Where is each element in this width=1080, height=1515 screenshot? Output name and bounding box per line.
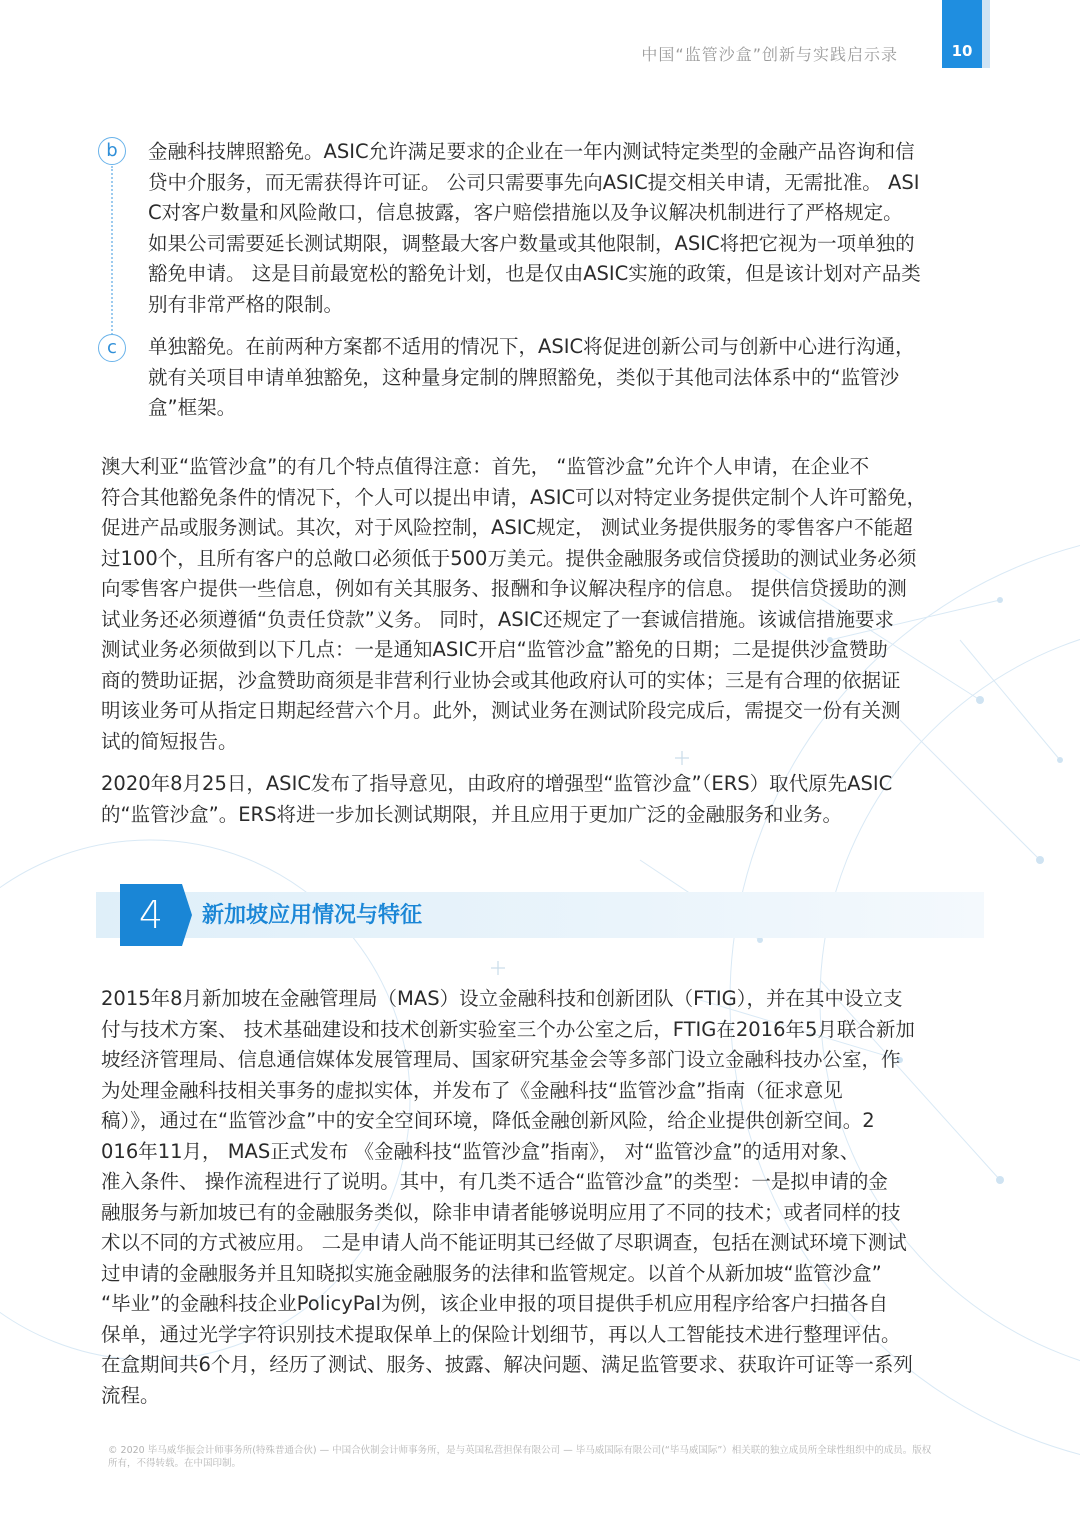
page-number-tab <box>942 0 982 68</box>
text-line: 别有非常严格的限制。 <box>148 292 344 316</box>
text-line: 2015年8月新加坡在金融管理局（MAS）设立金融科技和创新团队（FTIG），并在其中设立支 <box>101 987 903 1010</box>
text-line: 明该业务可从指定日期起经营六个月。此外，测试业务在测试阶段完成后，需提交一份有关测 <box>101 699 901 722</box>
text-line: 符合其他豁免条件的情况下，个人可以提出申请，ASIC可以对特定业务提供定制个人许可豁免， <box>101 485 927 509</box>
text-line: 016年11月， MAS正式发布 《金融科技“监管沙盒”指南》， 对“监管沙盒”的适用对象、 <box>101 1139 860 1163</box>
text-line: 为处理金融科技相关事务的虚拟实体，并发布了《金融科技“监管沙盒”指南（征求意见 <box>101 1078 843 1102</box>
text-line: 就有关项目申请单独豁免，这种量身定制的牌照豁免，类似于其他司法体系中的“监管沙 <box>148 365 900 389</box>
text-line: 试业务还必须遵循“负责任贷款”义务。 同时，ASIC还规定了一套诚信措施。该诚信措施要求 <box>101 607 894 631</box>
text-line: 在盒期间共6个月，经历了测试、服务、披露、解决问题、满足监管要求、获取许可证等一系列 <box>101 1353 913 1376</box>
page-number: 10 <box>951 42 973 60</box>
section-number: 4 <box>120 884 182 946</box>
text-line: 坡经济管理局、信息通信媒体发展管理局、国家研究基金会等多部门设立金融科技办公室，作 <box>101 1048 901 1071</box>
text-line: “毕业”的金融科技企业PolicyPal为例，该企业申报的项目提供手机应用程序给客户扫描各自 <box>101 1292 889 1315</box>
text-line: 流程。 <box>101 1383 160 1407</box>
list-item-c-text <box>148 332 988 424</box>
paragraph-text <box>101 984 985 1411</box>
text-line: 单独豁免。在前两种方案都不适用的情况下，ASIC将促进创新公司与创新中心进行沟通， <box>148 335 915 358</box>
text-line: 融服务与新加坡已有的金融服务类似，除非申请者能够说明应用了不同的技术；或者同样的技 <box>101 1200 901 1224</box>
paragraph-australia-features <box>101 452 985 757</box>
text-line: 稿）》，通过在“监管沙盒”中的安全空间环境，降低金融创新风险，给企业提供创新空间。2 <box>101 1109 875 1132</box>
paragraph-ers <box>101 769 985 830</box>
text-line: 过申请的金融服务并且知晓拟实施金融服务的法律和监管规定。以首个从新加坡“监管沙盒” <box>101 1261 882 1285</box>
list-item-b <box>148 137 988 320</box>
text-line: 术以不同的方式被应用。 二是申请人尚不能证明其已经做了尽职调查，包括在测试环境下测试 <box>101 1231 907 1254</box>
section-title: 新加坡应用情况与特征 <box>202 903 423 928</box>
paragraph-singapore <box>101 984 985 1411</box>
text-line: C对客户数量和风险敞口，信息披露，客户赔偿措施以及争议解决机制进行了严格规定。 <box>148 201 903 224</box>
copyright-footer <box>108 1444 988 1470</box>
text-line: 如果公司需要延长测试期限，调整最大客户数量或其他限制，ASIC将把它视为一项单独的 <box>148 231 915 255</box>
text-line: 过100个，且所有客户的总敞口必须低于500万美元。提供金融服务或信贷援助的测试业务必须 <box>101 546 917 570</box>
text-line: 向零售客户提供一些信息，例如有关其服务、报酬和争议解决程序的信息。 提供信贷援助的测 <box>101 577 907 600</box>
text-line: 测试业务必须做到以下几点：一是通知ASIC开启“监管沙盒”豁免的日期；二是提供沙盒赞助 <box>101 638 888 661</box>
page-tab-shadow <box>982 0 990 68</box>
text-line: 2020年8月25日，ASIC发布了指导意见，由政府的增强型“监管沙盒”（ERS）取代原先ASIC <box>101 772 893 795</box>
text-line: 准入条件、 操作流程进行了说明。其中，有几类不适合“监管沙盒”的类型：一是拟申请的金 <box>101 1170 888 1193</box>
text-line: 促进产品或服务测试。其次，对于风险控制，ASIC规定， 测试业务提供服务的零售客户不能超 <box>101 516 913 539</box>
list-connector-line <box>111 166 113 338</box>
text-line: 贷中介服务，而无需获得许可证。 公司只需要事先向ASIC提交相关申请，无需批准。 ASI <box>148 170 920 194</box>
section-number-notch <box>182 884 192 946</box>
list-item-c <box>148 332 988 424</box>
paragraph-text <box>101 452 985 757</box>
footer-line: 所有，不得转载。在中国印制。 <box>108 1458 242 1469</box>
paragraph-text <box>101 769 985 830</box>
list-badge-b: b <box>98 137 126 165</box>
text-line: 试的简短报告。 <box>101 729 238 753</box>
footer-line: © 2020 毕马威华振会计师事务所(特殊普通合伙) — 中国合伙制会计师事务所，是与英国私营担保有限公司 — 毕马威国际有限公司(“毕马威国际”）相关联的独立成员所全球性组织中的成员。版权 <box>108 1445 932 1456</box>
list-badge-c: c <box>98 334 126 362</box>
text-line: 付与技术方案、 技术基础建设和技术创新实验室三个办公室之后，FTIG在2016年5月联合新加 <box>101 1017 915 1041</box>
text-line: 保单，通过光学字符识别技术提取保单上的保险计划细节，再以人工智能技术进行整理评估。 <box>101 1322 901 1346</box>
header-title: 中国“监管沙盒”创新与实践启示录 <box>641 45 898 64</box>
text-line: 商的赞助证据，沙盒赞助商须是非营利行业协会或其他政府认可的实体；三是有合理的依据证 <box>101 668 901 692</box>
list-item-b-text <box>148 137 988 320</box>
text-line: 金融科技牌照豁免。ASIC允许满足要求的企业在一年内测试特定类型的金融产品咨询和信 <box>148 140 915 163</box>
text-line: 盒”框架。 <box>148 396 237 419</box>
text-line: 豁免申请。 这是目前最宽松的豁免计划，也是仅由ASIC实施的政策，但是该计划对产品类 <box>148 262 921 285</box>
text-line: 澳大利亚“监管沙盒”的有几个特点值得注意：首先， “监管沙盒”允许个人申请，在企业不 <box>101 455 870 478</box>
text-line: 的“监管沙盒”。ERS将进一步加长测试期限，并且应用于更加广泛的金融服务和业务。 <box>101 802 842 826</box>
